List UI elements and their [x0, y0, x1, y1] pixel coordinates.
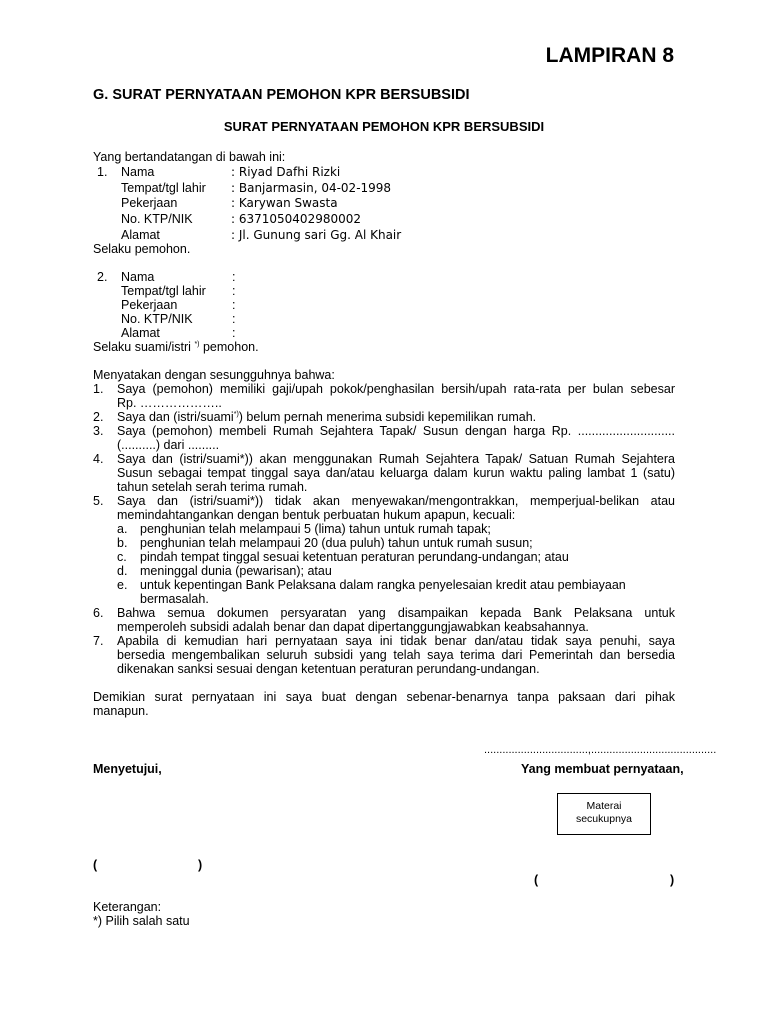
approver-paren-open: ( [93, 858, 98, 872]
item5-sub-c-text: pindah tempat tinggal sesuai ketentuan peraturan perundang-undangan; atau [140, 550, 569, 564]
item6-number: 6. [93, 606, 104, 620]
item1-line2: Rp. ……………….. [117, 396, 222, 410]
item4-line1: Saya dan (istri/suami*)) akan menggunakan Rumah Sejahtera Tapak/ Satuan Rumah Sejahtera [117, 452, 675, 466]
item5-line2: memindahtangankan dengan bentuk perbuatan hukum apapun, kecuali: [117, 508, 516, 522]
party2-colon-ktp: : [232, 312, 236, 326]
party1-label-pekerjaan: Pekerjaan [121, 196, 178, 210]
party2-number: 2. [97, 270, 108, 284]
item7-line3: dikenakan sanksi sesuai dengan ketentuan peraturan perundang-undangan. [117, 662, 540, 676]
item5-sub-b-letter: b. [117, 536, 128, 550]
item5-sub-e-letter: e. [117, 578, 128, 592]
item5-sub-d-letter: d. [117, 564, 128, 578]
item5-sub-b-text: penghunian telah melampaui 20 (dua puluh) tahun untuk rumah susun; [140, 536, 533, 550]
item7-line1: Apabila di kemudian hari pernyataan saya ini tidak benar dan/atau tidak saya penuhi, saya [117, 634, 675, 648]
party1-number: 1. [97, 165, 108, 179]
closing-line1: Demikian surat pernyataan ini saya buat dengan sebenar-benarnya tanpa paksaan dari pihak [93, 690, 675, 704]
item5-sub-a-text: penghunian telah melampaui 5 (lima) tahun untuk rumah tapak; [140, 522, 491, 536]
intro-text: Yang bertandatangan di bawah ini: [93, 150, 286, 164]
party1-value-pekerjaan: : Karywan Swasta [231, 196, 338, 210]
item7-number: 7. [93, 634, 104, 648]
item2-number: 2. [93, 410, 104, 424]
party2-label-ktp: No. KTP/NIK [121, 312, 193, 326]
duty-stamp-box [557, 793, 651, 835]
closing-line2: manapun. [93, 704, 149, 718]
item3-line1: Saya (pemohon) membeli Rumah Sejahtera Tapak/ Susun dengan harga Rp. ............................ [117, 424, 675, 438]
party1-value-ttl: : Banjarmasin, 04-02-1998 [231, 181, 392, 195]
party1-value-alamat: : Jl. Gunung sari Gg. Al Khair [231, 228, 402, 242]
item5-sub-e-text: untuk kepentingan Bank Pelaksana dalam rangka penyelesaian kredit atau pembiayaan [140, 578, 626, 592]
party2-colon-nama: : [232, 270, 236, 284]
item3-line2: (..........) dari ......... [117, 438, 220, 452]
item2-line1: Saya dan (istri/suami*)) belum pernah menerima subsidi kepemilikan rumah. [117, 410, 537, 424]
document-title: SURAT PERNYATAAN PEMOHON KPR BERSUBSIDI [223, 119, 545, 134]
appendix-label: LAMPIRAN 8 [545, 44, 674, 67]
statement-intro: Menyatakan dengan sesungguhnya bahwa: [93, 368, 335, 382]
declarant-label: Yang membuat pernyataan, [521, 762, 684, 776]
item4-line3: tahun setelah serah terima rumah. [117, 480, 308, 494]
party1-label-ktp: No. KTP/NIK [121, 212, 193, 226]
item6-line2: memperoleh subsidi adalah benar dan dapat dipertanggungjawabkan keabsahannya. [117, 620, 589, 634]
item5-sub-c-letter: c. [117, 550, 127, 564]
notes-label: Keterangan: [93, 900, 162, 914]
approver-label: Menyetujui, [93, 762, 162, 776]
party1-label-ttl: Tempat/tgl lahir [121, 181, 206, 195]
declarant-paren-close: ) [670, 873, 675, 887]
item4-line2: Susun sebagai tempat tinggal saya dan/atau keluarga dalam kurun waktu paling lambat 1 (satu) [117, 466, 675, 480]
party2-colon-pekerjaan: : [232, 298, 236, 312]
place-date-line: ..................................,......................................... [484, 744, 717, 756]
section-title: G. SURAT PERNYATAAN PEMOHON KPR BERSUBSIDI [93, 87, 470, 103]
party1-value-ktp: : 6371050402980002 [231, 212, 362, 226]
item5-sub-d-text: meninggal dunia (pewarisan); atau [140, 564, 332, 578]
party1-role: Selaku pemohon. [93, 242, 191, 256]
party2-label-alamat: Alamat [121, 326, 160, 340]
item5-number: 5. [93, 494, 104, 508]
party2-label-nama: Nama [121, 270, 155, 284]
stamp-text-line2: secukupnya [575, 813, 633, 825]
party1-value-nama: : Riyad Dafhi Rizki [231, 165, 341, 179]
party2-role: Selaku suami/istri *) pemohon. [93, 340, 259, 354]
item4-number: 4. [93, 452, 104, 466]
item3-number: 3. [93, 424, 104, 438]
party2-colon-ttl: : [232, 284, 236, 298]
item5-sub-e-text-cont: bermasalah. [140, 592, 209, 606]
item5-sub-a-letter: a. [117, 522, 128, 536]
approver-paren-close: ) [198, 858, 203, 872]
stamp-text-line1: Materai [586, 800, 622, 812]
item1-line1: Saya (pemohon) memiliki gaji/upah pokok/penghasilan bersih/upah rata-rata per bulan sebesar [117, 382, 675, 396]
party2-label-ttl: Tempat/tgl lahir [121, 284, 206, 298]
party1-label-nama: Nama [121, 165, 155, 179]
party1-label-alamat: Alamat [121, 228, 160, 242]
notes-text: *) Pilih salah satu [93, 914, 190, 928]
declarant-paren-open: ( [534, 873, 539, 887]
party2-label-pekerjaan: Pekerjaan [121, 298, 178, 312]
item1-number: 1. [93, 382, 104, 396]
party2-colon-alamat: : [232, 326, 236, 340]
item6-line1: Bahwa semua dokumen persyaratan yang disampaikan kepada Bank Pelaksana untuk [117, 606, 675, 620]
item5-line1: Saya dan (istri/suami*)) tidak akan menyewakan/mengontrakkan, memperjual-belikan atau [117, 494, 675, 508]
item7-line2: bersedia mengembalikan seluruh subsidi yang telah saya terima dari Pemerintah dan bersedia [117, 648, 675, 662]
